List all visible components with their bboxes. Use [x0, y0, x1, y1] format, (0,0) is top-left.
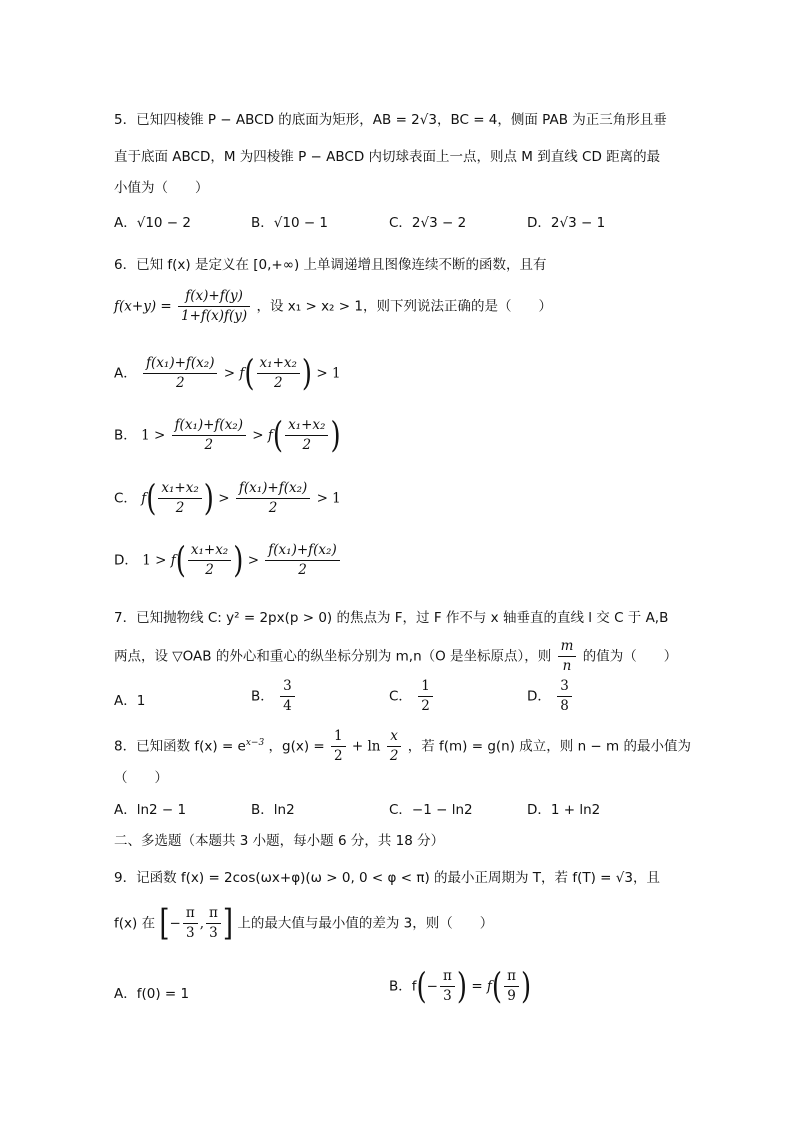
q9-stem-line1: 9．记函数 f(x) = 2cos(ωx+φ)(ω > 0, 0 < φ < π) 的最小正周期为 T，若 f(T) = √3，且: [114, 870, 660, 886]
q6-b-frac-xsum: [285, 417, 328, 454]
q6-c-gt-one: > 1: [316, 490, 341, 507]
q8-g-lhs: ，g(x) =: [268, 738, 325, 755]
q7-b-den: 4: [283, 698, 292, 714]
q6-b-rparen: ): [330, 415, 341, 456]
q7-stem-line2: [114, 638, 677, 675]
q6-c-label: C．: [114, 490, 137, 507]
q9-b-frac2-den: 9: [507, 988, 516, 1004]
q7-stem-line1: 7．已知抛物线 C: y² = 2px(p > 0) 的焦点为 F，过 F 作不与 x 轴垂直的直线 l 交 C 于 A,B: [114, 610, 669, 626]
q6-eq-lhs: f(x+y) =: [114, 298, 172, 315]
q9-right-num: π: [206, 905, 221, 924]
q5-stem-line2: 直于底面 ABCD，M 为四棱锥 P − ABCD 内切球表面上一点，则点 M 到直线 CD 距离的最: [114, 149, 661, 165]
q9-b-frac1-den: 3: [443, 988, 452, 1004]
q8-f-def: 8．已知函数 f(x) = e: [114, 738, 246, 755]
q7-mn-den: n: [562, 658, 572, 674]
q7-option-d: [527, 678, 574, 715]
q6-a-f: f: [239, 365, 245, 382]
q9-b-frac2: [504, 968, 519, 1005]
q9-lbracket: [: [159, 903, 170, 944]
q5-option-c: C．2√3 − 2: [389, 215, 467, 231]
q8-line1-tail: ，若 f(m) = g(n) 成立，则 n − m 的最小值为: [407, 738, 691, 755]
q9-b-lparen2: (: [491, 966, 503, 1007]
q5-option-d: D．2√3 − 1: [527, 215, 606, 231]
q7-c-den: 2: [421, 698, 430, 714]
q6-eq-numerator: f(x)+f(y): [178, 288, 250, 307]
q6-c-xsum-num: x₁+x₂: [158, 480, 201, 499]
q7-b-num: 3: [280, 678, 295, 697]
q6-d-rparen: ): [233, 540, 244, 581]
q6-option-c: [114, 480, 341, 517]
q8-half-den: 2: [334, 748, 343, 764]
q7-c-num: 1: [418, 678, 433, 697]
q5-option-b: B．√10 − 1: [251, 215, 329, 231]
q6-c-frac-fsum: [236, 480, 310, 517]
q6-b-label: B．: [114, 427, 137, 444]
q9-option-b: [389, 968, 531, 1005]
q6-d-gt: >: [247, 552, 259, 569]
q7-c-label: C．: [389, 688, 412, 705]
q7-option-c: [389, 678, 435, 715]
q7-mn-num: m: [558, 638, 577, 657]
q6-b-one-gt: 1 >: [141, 427, 166, 444]
q7-line2-tail: 的值为（ ）: [582, 648, 678, 665]
q9-comma: ,: [199, 915, 205, 932]
q6-a-gt-one: > 1: [316, 365, 341, 382]
q6-d-lparen: (: [175, 540, 186, 581]
q6-eq-denominator: 1+f(x)f(y): [180, 308, 248, 324]
q9-b-equals-f: = f: [471, 978, 492, 995]
q7-d-label: D．: [527, 688, 551, 705]
q7-option-a: A．1: [114, 693, 146, 709]
q6-a-label: A．: [114, 365, 137, 382]
q9-right-den: 3: [209, 925, 218, 941]
q8-stem-line2: （ ）: [114, 770, 168, 786]
q8-x-num: x: [387, 728, 402, 747]
q8-option-d: D．1 + ln2: [527, 802, 601, 818]
q6-d-xsum-den: 2: [205, 562, 214, 578]
q7-b-label: B．: [251, 688, 274, 705]
q9-b-frac1: [440, 968, 455, 1005]
q9-b-lparen1: (: [416, 966, 427, 1007]
q8-half-num: 1: [331, 728, 346, 747]
q9-b-rparen1: ): [456, 966, 468, 1007]
q9-b-frac2-num: π: [504, 968, 519, 987]
q6-d-frac-fsum: [265, 542, 339, 579]
q6-a-gt: >: [223, 365, 236, 382]
q9-interval-right: [206, 905, 221, 942]
q7-d-den: 8: [560, 698, 569, 714]
q9-left-den: 3: [185, 925, 195, 941]
q8-x-over-2-fraction: [387, 728, 402, 765]
q6-c-f: f: [141, 490, 147, 507]
q6-c-xsum-den: 2: [175, 500, 185, 516]
q7-line2-text: 两点，设 ▽OAB 的外心和重心的纵坐标分别为 m,n（O 是坐标原点），则: [114, 648, 552, 665]
q8-stem-line1: [114, 728, 691, 765]
q6-d-one-gt: 1 >: [142, 552, 167, 569]
q6-a-xsum-num: x₁+x₂: [257, 355, 300, 374]
q6-d-frac-xsum: [188, 542, 231, 579]
q5-stem-line1: 5．已知四棱锥 P − ABCD 的底面为矩形，AB = 2√3，BC = 4，侧面 PAB 为正三角形且垂: [114, 112, 667, 128]
q6-eq-fraction: [178, 288, 250, 325]
q6-option-d: [114, 542, 342, 579]
q6-d-f: f: [170, 552, 176, 569]
q6-b-f: f: [267, 427, 273, 444]
q6-option-b: [114, 417, 341, 454]
q9-fx-in: f(x) 在: [114, 915, 156, 932]
q8-option-a: A．ln2 − 1: [114, 802, 187, 818]
q6-equation: [114, 288, 552, 325]
q6-c-fsum-den: 2: [268, 500, 278, 516]
q6-a-lparen: (: [244, 353, 255, 394]
q6-a-frac-fsum: [143, 355, 217, 392]
q9-line2-tail: 上的最大值与最小值的差为 3，则（ ）: [237, 915, 494, 932]
q7-d-num: 3: [557, 678, 572, 697]
q6-c-gt: >: [218, 490, 230, 507]
q6-b-fsum-num: f(x₁)+f(x₂): [172, 417, 246, 436]
q6-a-fsum-den: 2: [175, 375, 185, 391]
q6-a-frac-xsum: [257, 355, 300, 392]
q6-stem-line1: 6．已知 f(x) 是定义在 [0,+∞) 上单调递增且图像连续不断的函数，且有: [114, 257, 547, 273]
q6-a-rparen: ): [301, 353, 313, 394]
q6-b-gt: >: [252, 427, 264, 444]
q9-b-frac1-num: π: [440, 968, 455, 987]
q9-option-a: A．f(0) = 1: [114, 986, 190, 1002]
section-heading-multiple-choice: 二、多选题（本题共 3 小题，每小题 6 分，共 18 分）: [114, 833, 445, 849]
q6-a-fsum-num: f(x₁)+f(x₂): [143, 355, 217, 374]
q6-b-fsum-den: 2: [204, 437, 214, 453]
q9-rbracket: ]: [222, 903, 234, 944]
q8-exponent: x−3: [245, 738, 265, 748]
q6-b-lparen: (: [272, 415, 284, 456]
q7-c-fraction: [418, 678, 433, 715]
q7-option-b: [251, 678, 297, 715]
q6-c-frac-xsum: [158, 480, 201, 517]
q6-d-fsum-den: 2: [298, 562, 307, 578]
q6-c-fsum-num: f(x₁)+f(x₂): [236, 480, 310, 499]
q6-b-xsum-num: x₁+x₂: [285, 417, 328, 436]
q9-stem-line2: [114, 905, 493, 942]
q6-c-lparen: (: [146, 478, 157, 519]
q5-stem-line3: 小值为（ ）: [114, 180, 209, 196]
q6-b-frac-fsum: [172, 417, 246, 454]
q5-option-a: A．√10 − 2: [114, 215, 191, 231]
q6-a-xsum-den: 2: [273, 375, 283, 391]
q7-mn-fraction: [558, 638, 577, 675]
q9-interval-left: [183, 905, 198, 942]
q6-c-rparen: ): [203, 478, 214, 519]
q8-half-fraction: [331, 728, 346, 765]
q8-plus-ln: + ln: [351, 738, 381, 755]
q9-minus: −: [169, 915, 181, 932]
q9-b-rparen2: ): [520, 966, 532, 1007]
q6-d-xsum-num: x₁+x₂: [188, 542, 231, 561]
q6-option-a: [114, 355, 341, 392]
q6-d-label: D．: [114, 552, 138, 569]
q8-option-b: B．ln2: [251, 802, 295, 818]
q9-left-num: π: [183, 905, 198, 924]
q9-b-label: B．f: [389, 978, 417, 995]
q8-option-c: C．−1 − ln2: [389, 802, 473, 818]
q7-b-fraction: [280, 678, 295, 715]
q6-b-xsum-den: 2: [302, 437, 312, 453]
q6-eq-tail: ，设 x₁ > x₂ > 1，则下列说法正确的是（ ）: [256, 298, 552, 315]
q9-b-minus: −: [426, 978, 438, 995]
q8-x-den: 2: [389, 748, 399, 764]
q7-d-fraction: [557, 678, 572, 715]
q6-d-fsum-num: f(x₁)+f(x₂): [265, 542, 339, 561]
